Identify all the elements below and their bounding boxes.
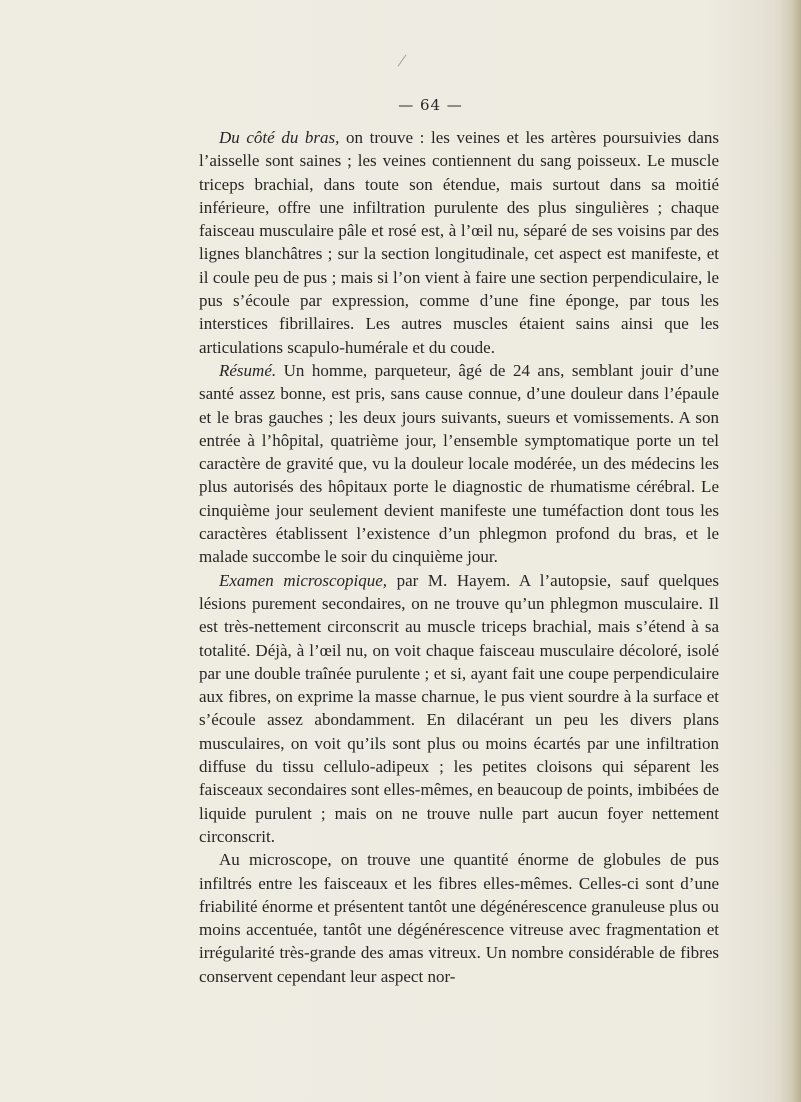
paragraph-text: Au microscope, on trouve une quantité énorme de globules de pus infiltrés entre les faisceaux et les fibres elles-mêmes. Celles-ci sont d’une friabilité énorme et présentent tantôt une dégénérescence granuleuse plus ou moins accentuée, tantôt une dégénérescence vitreuse avec fragmentation et irrégularité très-grande des amas vitreux. Un nombre considérable de fibres conservent cependant leur aspect nor- [199, 850, 719, 986]
paragraph-lead: Résumé. [219, 360, 277, 380]
paragraph [199, 569, 719, 849]
paragraph-lead: Examen microscopique, [219, 570, 388, 590]
paragraph-lead: Du côté du bras, [219, 128, 340, 147]
paragraph [199, 126, 719, 359]
paragraph [199, 359, 719, 569]
paragraph-text: par M. Hayem. A l’autopsie, sauf quelques lésions purement secondaires, on ne trouve qu’un phlegmon musculaire. Il est très-nettement circonscrit au muscle triceps brachial, mais s’étend à sa totalité. Déjà, à l’œil nu, on voit chaque faisceau musculaire décoloré, isolé par une double traînée purulente ; et si, ayant fait une coupe perpendiculaire aux fibres, on exprime la masse charnue, le pus vient sourdre à la surface et s’écoule assez abondamment. En dilacérant un peu les divers plans musculaires, on voit qu’ils sont plus ou moins écartés par une infiltration diffuse du tissu cellulo-adipeux ; les petites cloisons qui séparent les faisceaux secondaires sont elles-mêmes, en beaucoup de points, imbibées de liquide purulent ; mais on ne trouve nulle part aucun foyer nettement circonscrit. [199, 570, 719, 846]
pencil-mark [398, 54, 407, 66]
paragraph [199, 848, 719, 988]
paragraph-text: Un homme, parqueteur, âgé de 24 ans, semblant jouir d’une santé assez bonne, est pris, sans cause connue, d’une douleur dans l’épaule et le bras gauches ; les deux jours suivants, sueurs et vomissements. A son entrée à l’hôpital, quatrième jour, l’ensemble symptomatique porte un tel caractère de gravité que, vu la douleur locale modérée, un des médecins les plus autorisés des hôpitaux porte le diagnostic de rhumatisme cérébral. Le cinquième jour seulement devient manifeste une tuméfaction dont tous les caractères établissent l’existence d’un phlegmon profond du bras, et le malade succombe le soir du cinquième jour. [199, 360, 719, 567]
page-edge-shadow [779, 0, 801, 1102]
page-number: — 64 — [398, 96, 463, 114]
body-text [199, 126, 719, 988]
paragraph-text: on trouve : les veines et les artères poursuivies dans l’aisselle sont saines ; les veines contiennent du sang poisseux. Le muscle triceps brachial, dans toute son étendue, mais surtout dans sa moitié inférieure, offre une infiltration purulente des plus singulières ; chaque faisceau musculaire pâle et rosé est, à l’œil nu, séparé de ses voisins par des lignes blanchâtres ; sur la section longitudinale, cet aspect est manifeste, et il coule peu de pus ; mais si l’on vient à faire une section perpendiculaire, le pus s’écoule par expression, comme d’une fine éponge, par tous les interstices fibrillaires. Les autres muscles étaient sains ainsi que les articulations scapulo-humérale et du coude. [199, 128, 720, 357]
